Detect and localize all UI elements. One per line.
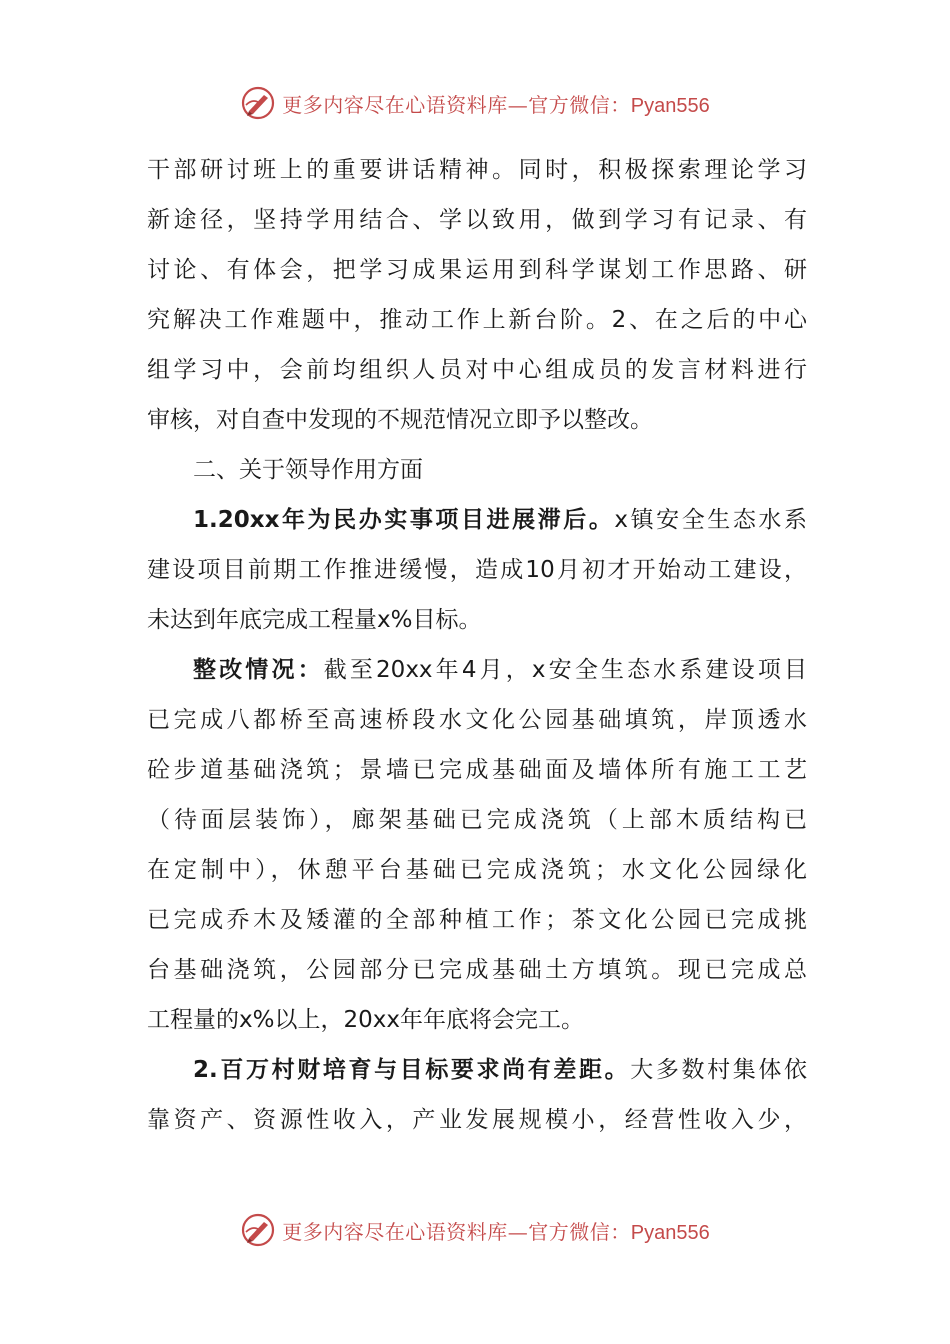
watermark-text: 更多内容尽在心语资料库—官方微信：Pyan556	[282, 92, 710, 117]
item1-title: 1.20xx年为民办实事项目进展滞后。	[193, 507, 615, 533]
paragraph-line: 审核，对自查中发现的不规范情况立即予以整改。	[147, 407, 653, 433]
section-heading: 二、关于领导作用方面	[193, 457, 423, 483]
paragraph-line: 砼步道基础浇筑；景墙已完成基础面及墙体所有施工工艺	[147, 757, 807, 783]
paragraph-line: 台基础浇筑，公园部分已完成基础土方填筑。现已完成总	[147, 957, 807, 983]
header-watermark	[0, 83, 950, 123]
paragraph-line: 组学习中，会前均组织人员对中心组成员的发言材料进行	[147, 357, 807, 383]
paragraph-line: 讨论、有体会，把学习成果运用到科学谋划工作思路、研	[147, 257, 807, 283]
paragraph-line: 工程量的x%以上，20xx年年底将会完工。	[147, 1007, 584, 1033]
watermark-handle: Pyan556	[630, 94, 710, 117]
rectify-first-line	[147, 645, 807, 695]
paragraph-line: 在定制中），休憩平台基础已完成浇筑；水文化公园绿化	[147, 857, 807, 883]
paragraph-line: 干部研讨班上的重要讲话精神。同时，积极探索理论学习	[147, 157, 807, 183]
paragraph-line: 究解决工作难题中，推动工作上新台阶。2、在之后的中心	[147, 307, 807, 333]
paragraph-line: 已完成乔木及矮灌的全部种植工作；茶文化公园已完成挑	[147, 907, 807, 933]
item2-first-rest: 大多数村集体依	[630, 1057, 807, 1083]
footer-watermark	[0, 1210, 950, 1250]
paragraph-line: 靠资产、资源性收入，产业发展规模小，经营性收入少，	[147, 1107, 807, 1133]
pen-logo-icon	[240, 85, 276, 121]
pen-logo-icon	[240, 1212, 276, 1248]
watermark-handle: Pyan556	[630, 1221, 710, 1244]
paragraph-line: （待面层装饰），廊架基础已完成浇筑（上部木质结构已	[147, 807, 807, 833]
paragraph-line: 未达到年底完成工程量x%目标。	[147, 607, 482, 633]
item2-title: 2.百万村财培育与目标要求尚有差距。	[193, 1057, 631, 1083]
paragraph-line: 建设项目前期工作推进缓慢，造成10月初才开始动工建设，	[147, 557, 807, 583]
paragraph-line: 新途径，坚持学用结合、学以致用，做到学习有记录、有	[147, 207, 807, 233]
document-body	[147, 145, 807, 1145]
rectify-first-rest: 截至20xx年4月，x安全生态水系建设项目	[323, 657, 808, 683]
watermark-text: 更多内容尽在心语资料库—官方微信：Pyan556	[282, 1219, 710, 1244]
item1-first-line	[147, 495, 807, 545]
item2-first-line	[147, 1045, 807, 1095]
paragraph-line: 已完成八都桥至高速桥段水文化公园基础填筑，岸顶透水	[147, 707, 807, 733]
rectify-label: 整改情况：	[193, 657, 324, 683]
item1-first-rest: x镇安全生态水系	[614, 507, 807, 533]
